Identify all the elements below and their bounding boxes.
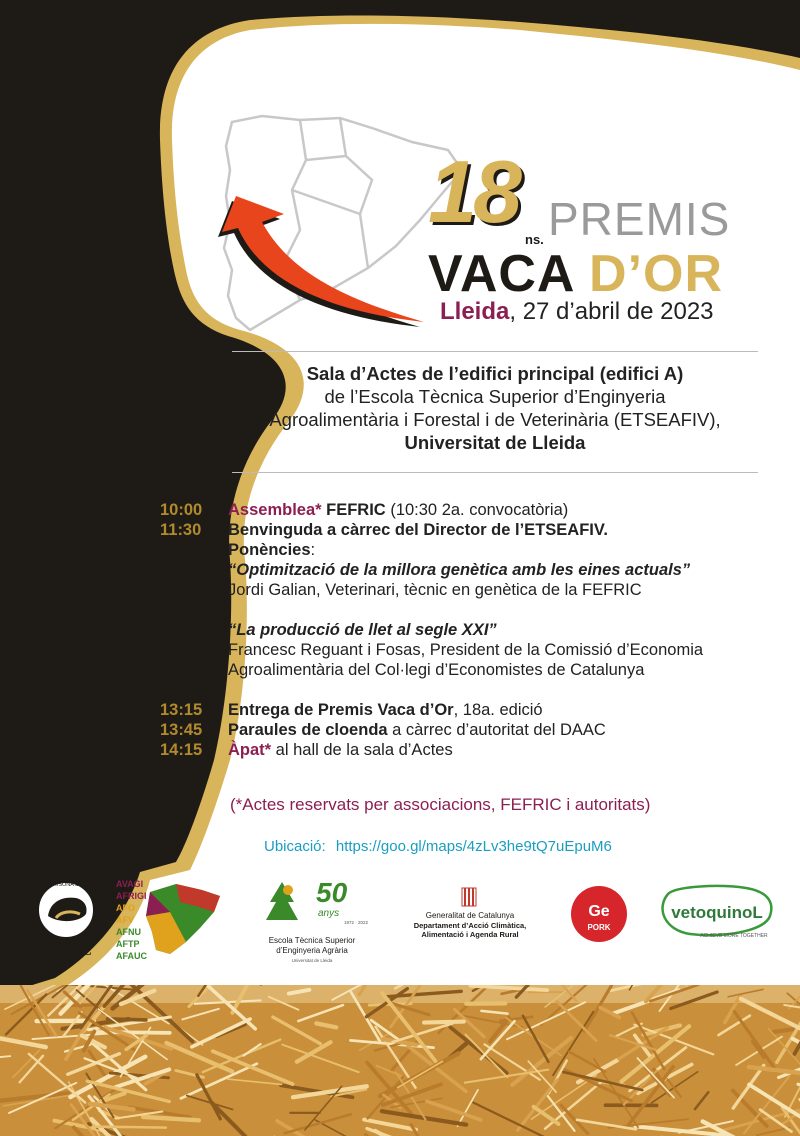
location-link[interactable]: https://goo.gl/maps/4zLv3he9tQ7uEpuM6 — [335, 838, 612, 855]
location-row — [264, 838, 612, 855]
assoc-avagi: AVAGI — [116, 879, 144, 889]
etsea-logo — [266, 877, 369, 963]
etsea-line-1: Escola Tècnica Superior — [268, 936, 356, 945]
generalitat-logo — [414, 888, 527, 939]
fefric-label: FEFRIC — [321, 501, 386, 519]
assoc-afauc: AFAUC — [116, 951, 147, 961]
schedule-time: 10:00 — [160, 501, 203, 519]
closing-text: a càrrec d’autoritat del DAAC — [387, 721, 606, 739]
venue-line-3: Agroalimentària i Forestal i de Veterinària (ETSEAFIV), — [269, 409, 721, 430]
awards-edition: , 18a. edició — [453, 701, 543, 719]
schedule-text — [228, 520, 800, 680]
divider-bottom — [232, 472, 758, 473]
fefric-ring-text: FEDERACIÓ FRISONA DE CATALUNYA — [15, 882, 117, 888]
venue-block — [232, 362, 758, 454]
associations-logo — [116, 879, 147, 961]
edition-number: 18 — [428, 142, 518, 241]
assoc-afo: AFO — [116, 903, 135, 913]
straw-strand — [424, 1022, 464, 1023]
generalitat-line-1: Generalitat de Catalunya — [425, 911, 515, 920]
schedule-text — [228, 500, 800, 520]
lunch-label: Àpat* — [228, 741, 272, 759]
generalitat-shield-icon — [462, 888, 476, 906]
schedule-text — [228, 700, 800, 720]
closing-label: Paraules de cloenda — [228, 721, 388, 739]
schedule-item — [160, 520, 800, 680]
schedule-time: 14:15 — [160, 741, 203, 759]
awards-label: Entrega de Premis Vaca d’Or — [228, 701, 454, 719]
assemblea-label: Assemblea* — [228, 501, 322, 519]
reserved-note: (*Actes reservats per associacions, FEFRIC i autoritats) — [230, 795, 651, 814]
schedule-text — [228, 740, 800, 760]
title-dor: D’OR — [589, 245, 724, 303]
fefric-name: FEFRIC — [39, 944, 93, 959]
event-date — [440, 300, 714, 324]
schedule-text — [228, 720, 800, 740]
event-date-text: , 27 d’abril de 2023 — [509, 298, 714, 325]
schedule-item — [160, 740, 800, 760]
talk-1-speaker: Jordi Galian, Veterinari, tècnic en genètica de la FEFRIC — [228, 581, 642, 599]
vetoquinol-name: vetoquinoL — [671, 903, 763, 922]
etsea-line-2: d’Enginyeria Agrària — [276, 946, 348, 955]
schedule-item — [160, 720, 800, 740]
ponencies-heading — [228, 540, 800, 560]
straw-footer — [0, 985, 800, 1136]
location-label: Ubicació: — [264, 838, 326, 855]
schedule-item — [160, 700, 800, 720]
talk-2-speaker-line-2: Agroalimentària del Col·legi d’Economistes de Catalunya — [228, 661, 645, 679]
etsea-anys: anys — [318, 908, 340, 919]
lunch-text: al hall de la sala d’Actes — [271, 741, 453, 759]
divider-top — [232, 351, 758, 352]
edition-suffix: ns. — [525, 232, 544, 247]
fefric-logo — [16, 881, 117, 959]
assoc-aftp: AFTP — [116, 939, 140, 949]
vetoquinol-logo — [663, 886, 772, 939]
event-city: Lleida — [440, 298, 510, 325]
schedule-time: 13:45 — [160, 721, 203, 739]
ponencies-colon: : — [310, 541, 316, 559]
assoc-afv: AFV — [116, 915, 134, 925]
schedule-item — [160, 500, 800, 520]
title-vaca: VACA — [428, 245, 574, 303]
gepork-logo — [571, 886, 627, 942]
venue-line-4: Universitat de Lleida — [404, 432, 586, 453]
schedule-time: 13:15 — [160, 701, 203, 719]
associations-map — [146, 884, 220, 954]
generalitat-line-2: Departament d’Acció Climàtica, — [413, 921, 527, 930]
venue-line-2: de l’Escola Tècnica Superior d’Enginyeria — [324, 386, 666, 407]
welcome-text: Benvinguda a càrrec del Director de l’ETSEAFIV. — [228, 521, 608, 539]
title-vaca-dor — [428, 245, 724, 303]
schedule-time: 11:30 — [160, 521, 202, 539]
vetoquinol-tagline: ACHIEVE MORE TOGETHER — [700, 933, 768, 939]
sponsor-logos — [0, 872, 800, 984]
assoc-afnu: AFNU — [116, 927, 141, 937]
gepork-ge: Ge — [588, 903, 610, 920]
venue-line-1: Sala d’Actes de l’edifici principal (edifici A) — [306, 363, 684, 384]
gepork-pork: PORK — [587, 923, 611, 932]
talk-2-title: “La producció de llet al segle XXI” — [228, 621, 497, 639]
convocatoria-text: (10:30 2a. convocatòria) — [385, 501, 569, 519]
title-premis: PREMIS — [548, 193, 731, 245]
straw-strand — [93, 1127, 166, 1128]
schedule — [160, 500, 800, 760]
talk-2-speaker-line-1: Francesc Reguant i Fosas, President de la Comissió d’Economia — [228, 641, 704, 659]
assoc-afrigi: AFRIGI — [116, 891, 147, 901]
talk-1-title: “Optimització de la millora genètica amb les eines actuals” — [228, 561, 691, 579]
etsea-years: 50 — [316, 877, 348, 908]
generalitat-line-3: Alimentació i Agenda Rural — [421, 930, 519, 939]
etsea-line-3: Universitat de Lleida — [291, 958, 333, 963]
etsea-range: 1972 · 2022 — [344, 920, 369, 925]
ponencies-label: Ponències — [228, 541, 311, 559]
